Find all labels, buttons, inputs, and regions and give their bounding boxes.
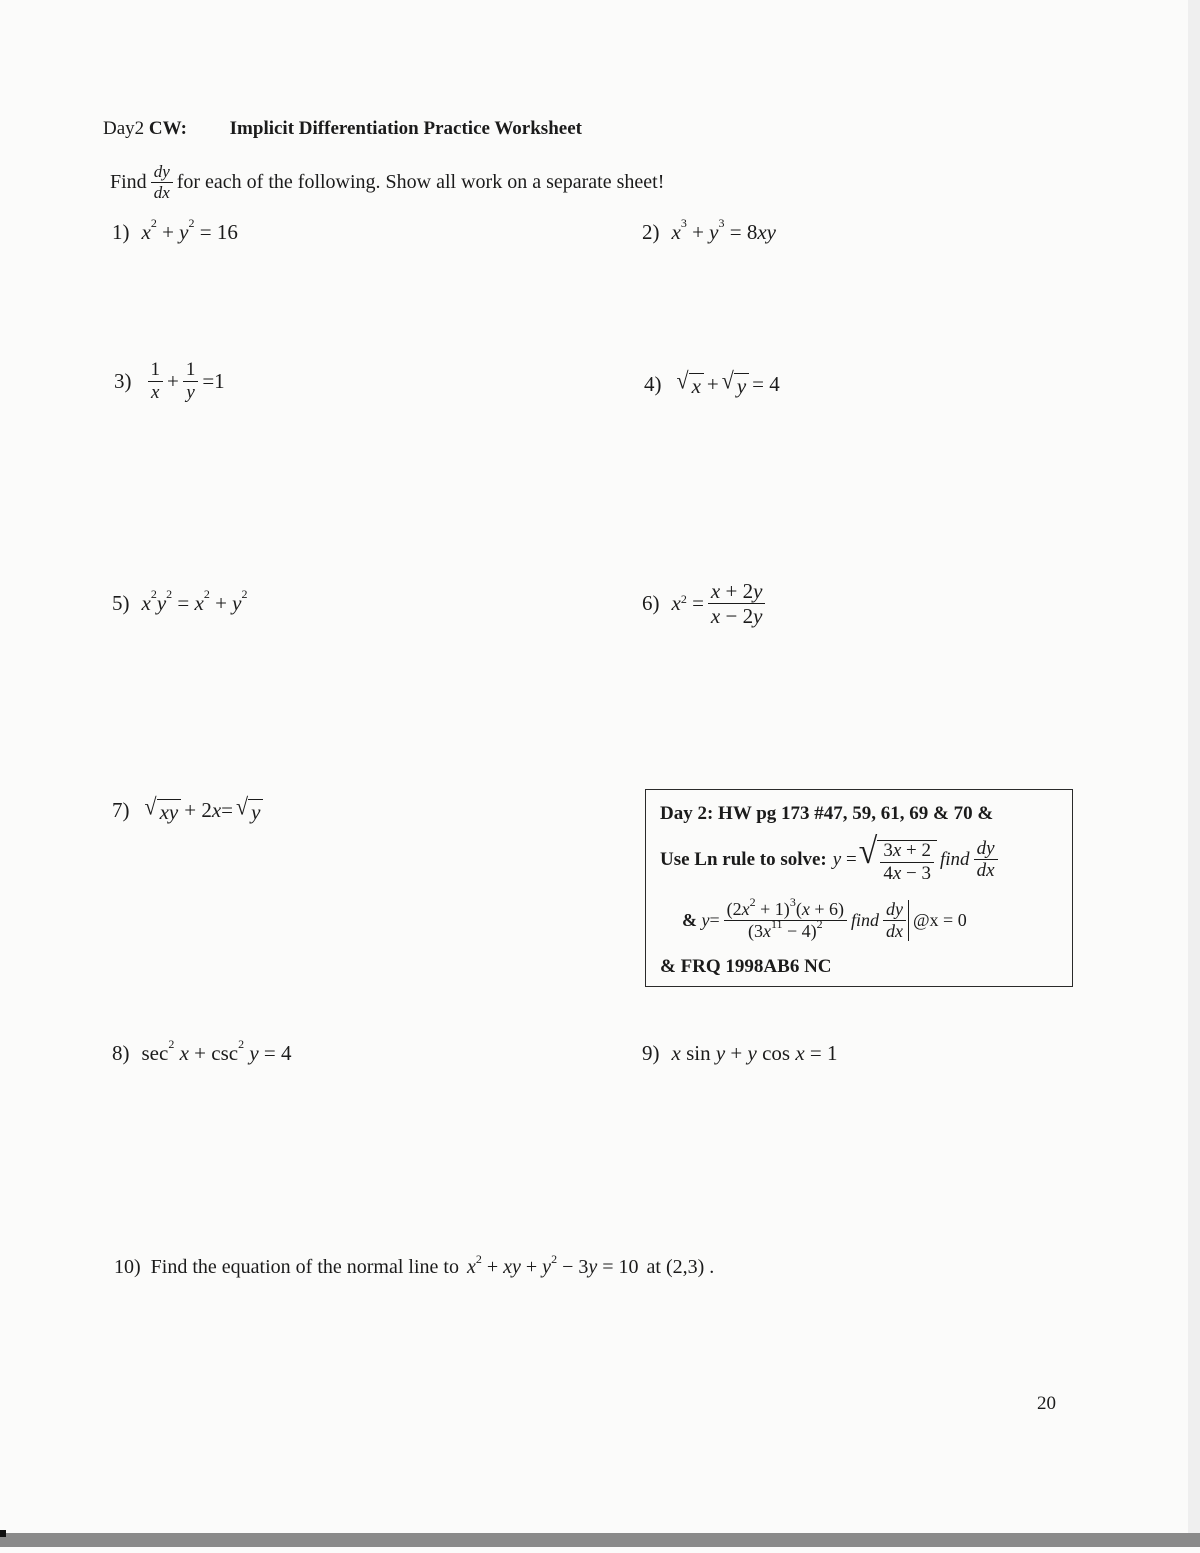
instruction-prefix: Find [110,170,147,193]
problem-6 [642,580,769,627]
problem-number: 8) [112,1041,130,1065]
problem-7 [112,792,266,824]
problem-10 [114,1252,715,1279]
homework-line-4: & FRQ 1998AB6 NC [660,956,832,977]
problem-number: 7) [112,797,130,822]
problem-2 [642,216,776,245]
equation: x sin y + y cos x = 1 [671,1041,838,1065]
dy-dx-fraction [151,163,173,202]
problem-number: 9) [642,1041,660,1065]
homework-line-3: & y = $\frac{(2x^2 + 1)^3(x + 6)}{(3x^{11} - 4)^2}$ find $\frac{dy}{dx}$ @x = 0 [682,895,967,941]
problem-10-suffix: at (2,3) . [646,1256,715,1278]
find-text: find [850,909,879,930]
equation: √ x + √ y = 4 [676,366,780,398]
scan-mark [0,1530,6,1537]
evaluation-point: @x = 0 [912,909,967,930]
equation: √ xy + 2 x = √ y [142,796,267,824]
equation: $\frac{1}{x}$ + $\frac{1}{y}$ =1 [144,360,225,403]
worksheet-title: Implicit Differentiation Practice Worksheet [229,118,582,139]
problem-10-prefix: Find the equation of the normal line to [150,1256,459,1278]
problem-9 [642,1041,838,1066]
problem-number: 3) [114,368,132,393]
problem-number: 4) [644,371,662,396]
equation: $x^3 + y^3 = 8xy$ [671,216,776,244]
page-edge-shadow [1188,0,1200,1533]
fraction-denominator: dx [153,182,170,202]
worksheet-header [103,118,582,140]
equation: x $^2$ = $\frac{x + 2y}{x - 2y}$ [672,580,770,627]
equation: $x^2y^2 = x^2 + y^2$ [141,587,248,615]
instruction-line [110,163,664,202]
homework-line-1: Day 2: HW pg 173 #47, 59, 61, 69 & 70 & [660,803,994,824]
equation: $\sec^2 x + \csc^2 y = 4$ [141,1037,292,1065]
ln-rule-label: Use Ln rule to solve: [660,848,827,870]
problem-5 [112,587,248,616]
fraction-numerator: dy [151,163,173,183]
problem-8 [112,1037,292,1066]
homework-box [645,789,1073,987]
equation: $x^2$ + xy + $y^2 - 3y = 10$ [466,1252,639,1278]
problem-number: 2) [642,220,660,244]
problem-number: 10) [114,1256,141,1278]
homework-line-2: Use Ln rule to solve: y = √ $\frac{3x + 2}{4x - 3}$ find $\frac{dy}{dx}$ [660,836,1002,884]
equation: $x^2 + y^2 = 16$ [141,216,238,244]
problem-1 [112,216,238,245]
find-text: find [940,848,970,870]
problem-4 [644,366,780,398]
page-number: 20 [1037,1393,1056,1414]
problem-number: 6) [642,591,660,616]
day-label: Day2 [103,118,145,139]
problem-number: 1) [112,220,130,244]
scan-bottom-bar [0,1533,1200,1547]
cw-label: CW: [148,118,187,139]
problem-number: 5) [112,591,130,615]
problem-3 [114,360,225,403]
instruction-suffix: for each of the following. Show all work on a separate sheet! [176,170,665,193]
